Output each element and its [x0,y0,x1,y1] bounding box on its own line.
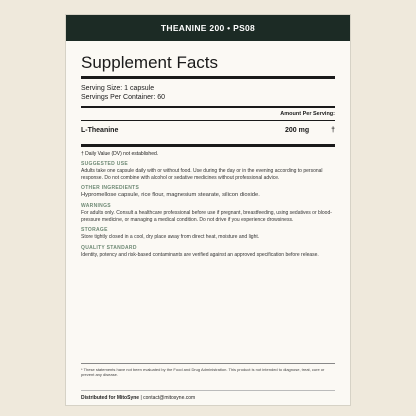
section-body: Identity, potency and risk-based contaminants are verified against an approved specification before release. [81,251,319,258]
section-heading: QUALITY STANDARD [81,244,137,251]
divider-thick [81,76,335,79]
divider-medium [81,106,335,108]
dv-note: † Daily Value (DV) not established. [81,151,159,157]
section-warnings [81,203,335,223]
serving-size: Serving Size: 1 capsule [81,85,155,92]
section-suggested-use [81,161,335,181]
panel-title: Supplement Facts [81,53,219,72]
section-storage [81,227,335,241]
section-other-ingredients [81,185,335,199]
footer-divider [81,363,335,364]
distributor-label: Distributed for MitoSyne [81,395,140,401]
section-heading: SUGGESTED USE [81,161,128,167]
distributor-contact: | contact@mitosyne.com [140,395,196,401]
section-body: Hypromellose capsule, rice flour, magnesium stearate, silicon dioxide. [81,192,260,199]
section-heading: WARNINGS [81,203,111,210]
section-quality-standard [81,245,335,259]
nutrient-name: L-Theanine [81,127,119,134]
divider-thin [81,120,335,121]
nutrient-row [81,127,335,134]
section-heading: OTHER INGREDIENTS [81,185,140,192]
fda-disclaimer: * These statements have not been evaluated by the Food and Drug Administration. This product is not intended to diagnose, treat, cure or prevent any disease. [81,367,325,377]
footer-divider [81,390,335,391]
section-body: For adults only. Consult a healthcare professional before use if pregnant, breastfeeding, using sedatives or blood-pressure medicine, or managing a medical condition. Do not drive if you experience drowsiness. [81,210,332,223]
divider-thick [81,144,335,147]
nutrient-amount: 200 mg [285,127,310,134]
label-header [66,15,350,41]
product-title: THEANINE 200 • PS08 [160,23,256,33]
section-heading: STORAGE [81,227,108,234]
servings-per-container: Servings Per Container: 60 [81,94,166,101]
serving-info [81,84,335,102]
section-body: Store tightly closed in a cool, dry place away from direct heat, moisture and light. [81,234,260,241]
amount-header: Amount Per Serving: [280,111,335,117]
distributor-line [81,395,195,401]
section-body: Adults take one capsule daily with or without food. Use during the day or in the evening according to personal response. Do not combine with alcohol or sedative medicines without professional advice. [81,168,323,181]
supplement-label-card [65,14,351,406]
nutrient-dv: † [331,127,335,134]
